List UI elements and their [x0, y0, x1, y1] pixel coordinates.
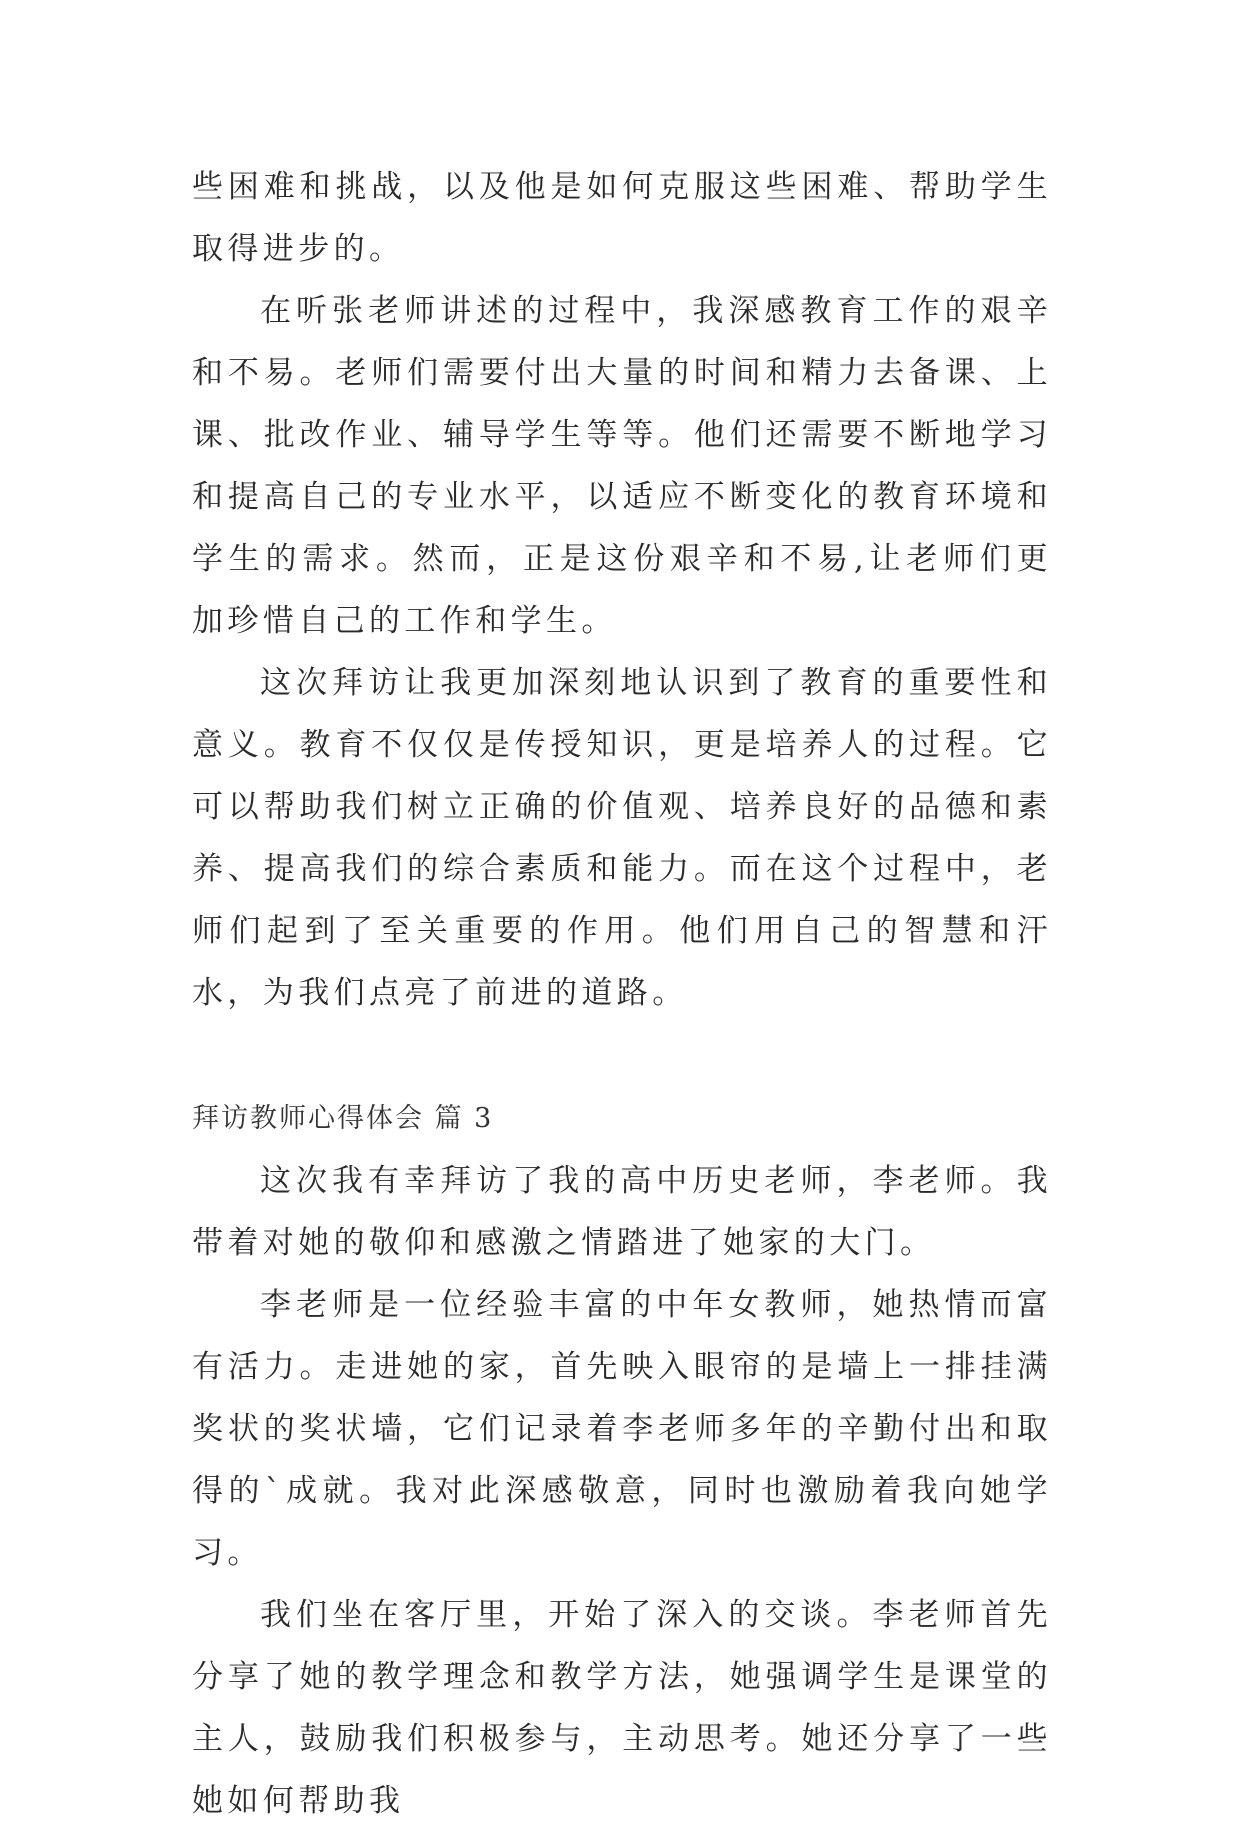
- paragraph-conversation: 我们坐在客厅里，开始了深入的交谈。李老师首先分享了她的教学理念和教学方法，她强调学生是课堂的主人，鼓励我们积极参与，主动思考。她还分享了一些她如何帮助我: [192, 1597, 1052, 1819]
- section-heading: 拜访教师心得体会 篇 3: [192, 1103, 494, 1134]
- paragraph-importance: 这次拜访让我更加深刻地认识到了教育的重要性和意义。教育不仅仅是传授知识，更是培养人的过程。它可以帮助我们树立正确的价值观、培养良好的品德和素养、提高我们的综合素质和能力。而在这个过程中，老师们起到了至关重要的作用。他们用自己的智慧和汗水，为我们点亮了前进的道路。: [192, 665, 1052, 1011]
- paragraph-visit-intro: 这次我有幸拜访了我的高中历史老师，李老师。我带着对她的敬仰和感激之情踏进了她家的大门。: [192, 1163, 1052, 1261]
- paragraph-continuation: 些困难和挑战，以及他是如何克服这些困难、帮助学生取得进步的。: [192, 169, 1052, 267]
- section-spacer: [192, 1024, 1052, 1088]
- document-page: [192, 156, 1052, 1832]
- paragraph-hardship: 在听张老师讲述的过程中，我深感教育工作的艰辛和不易。老师们需要付出大量的时间和精力去备课、上课、批改作业、辅导学生等等。他们还需要不断地学习和提高自己的专业水平，以适应不断变化的教育环境和学生的需求。然而，正是这份艰辛和不易,让老师们更加珍惜自己的工作和学生。: [192, 293, 1052, 639]
- paragraph-teacher-home: 李老师是一位经验丰富的中年女教师，她热情而富有活力。走进她的家，首先映入眼帘的是墙上一排挂满奖状的奖状墙，它们记录着李老师多年的辛勤付出和取得的`成就。我对此深感敬意，同时也激励着我向她学习。: [192, 1287, 1052, 1571]
